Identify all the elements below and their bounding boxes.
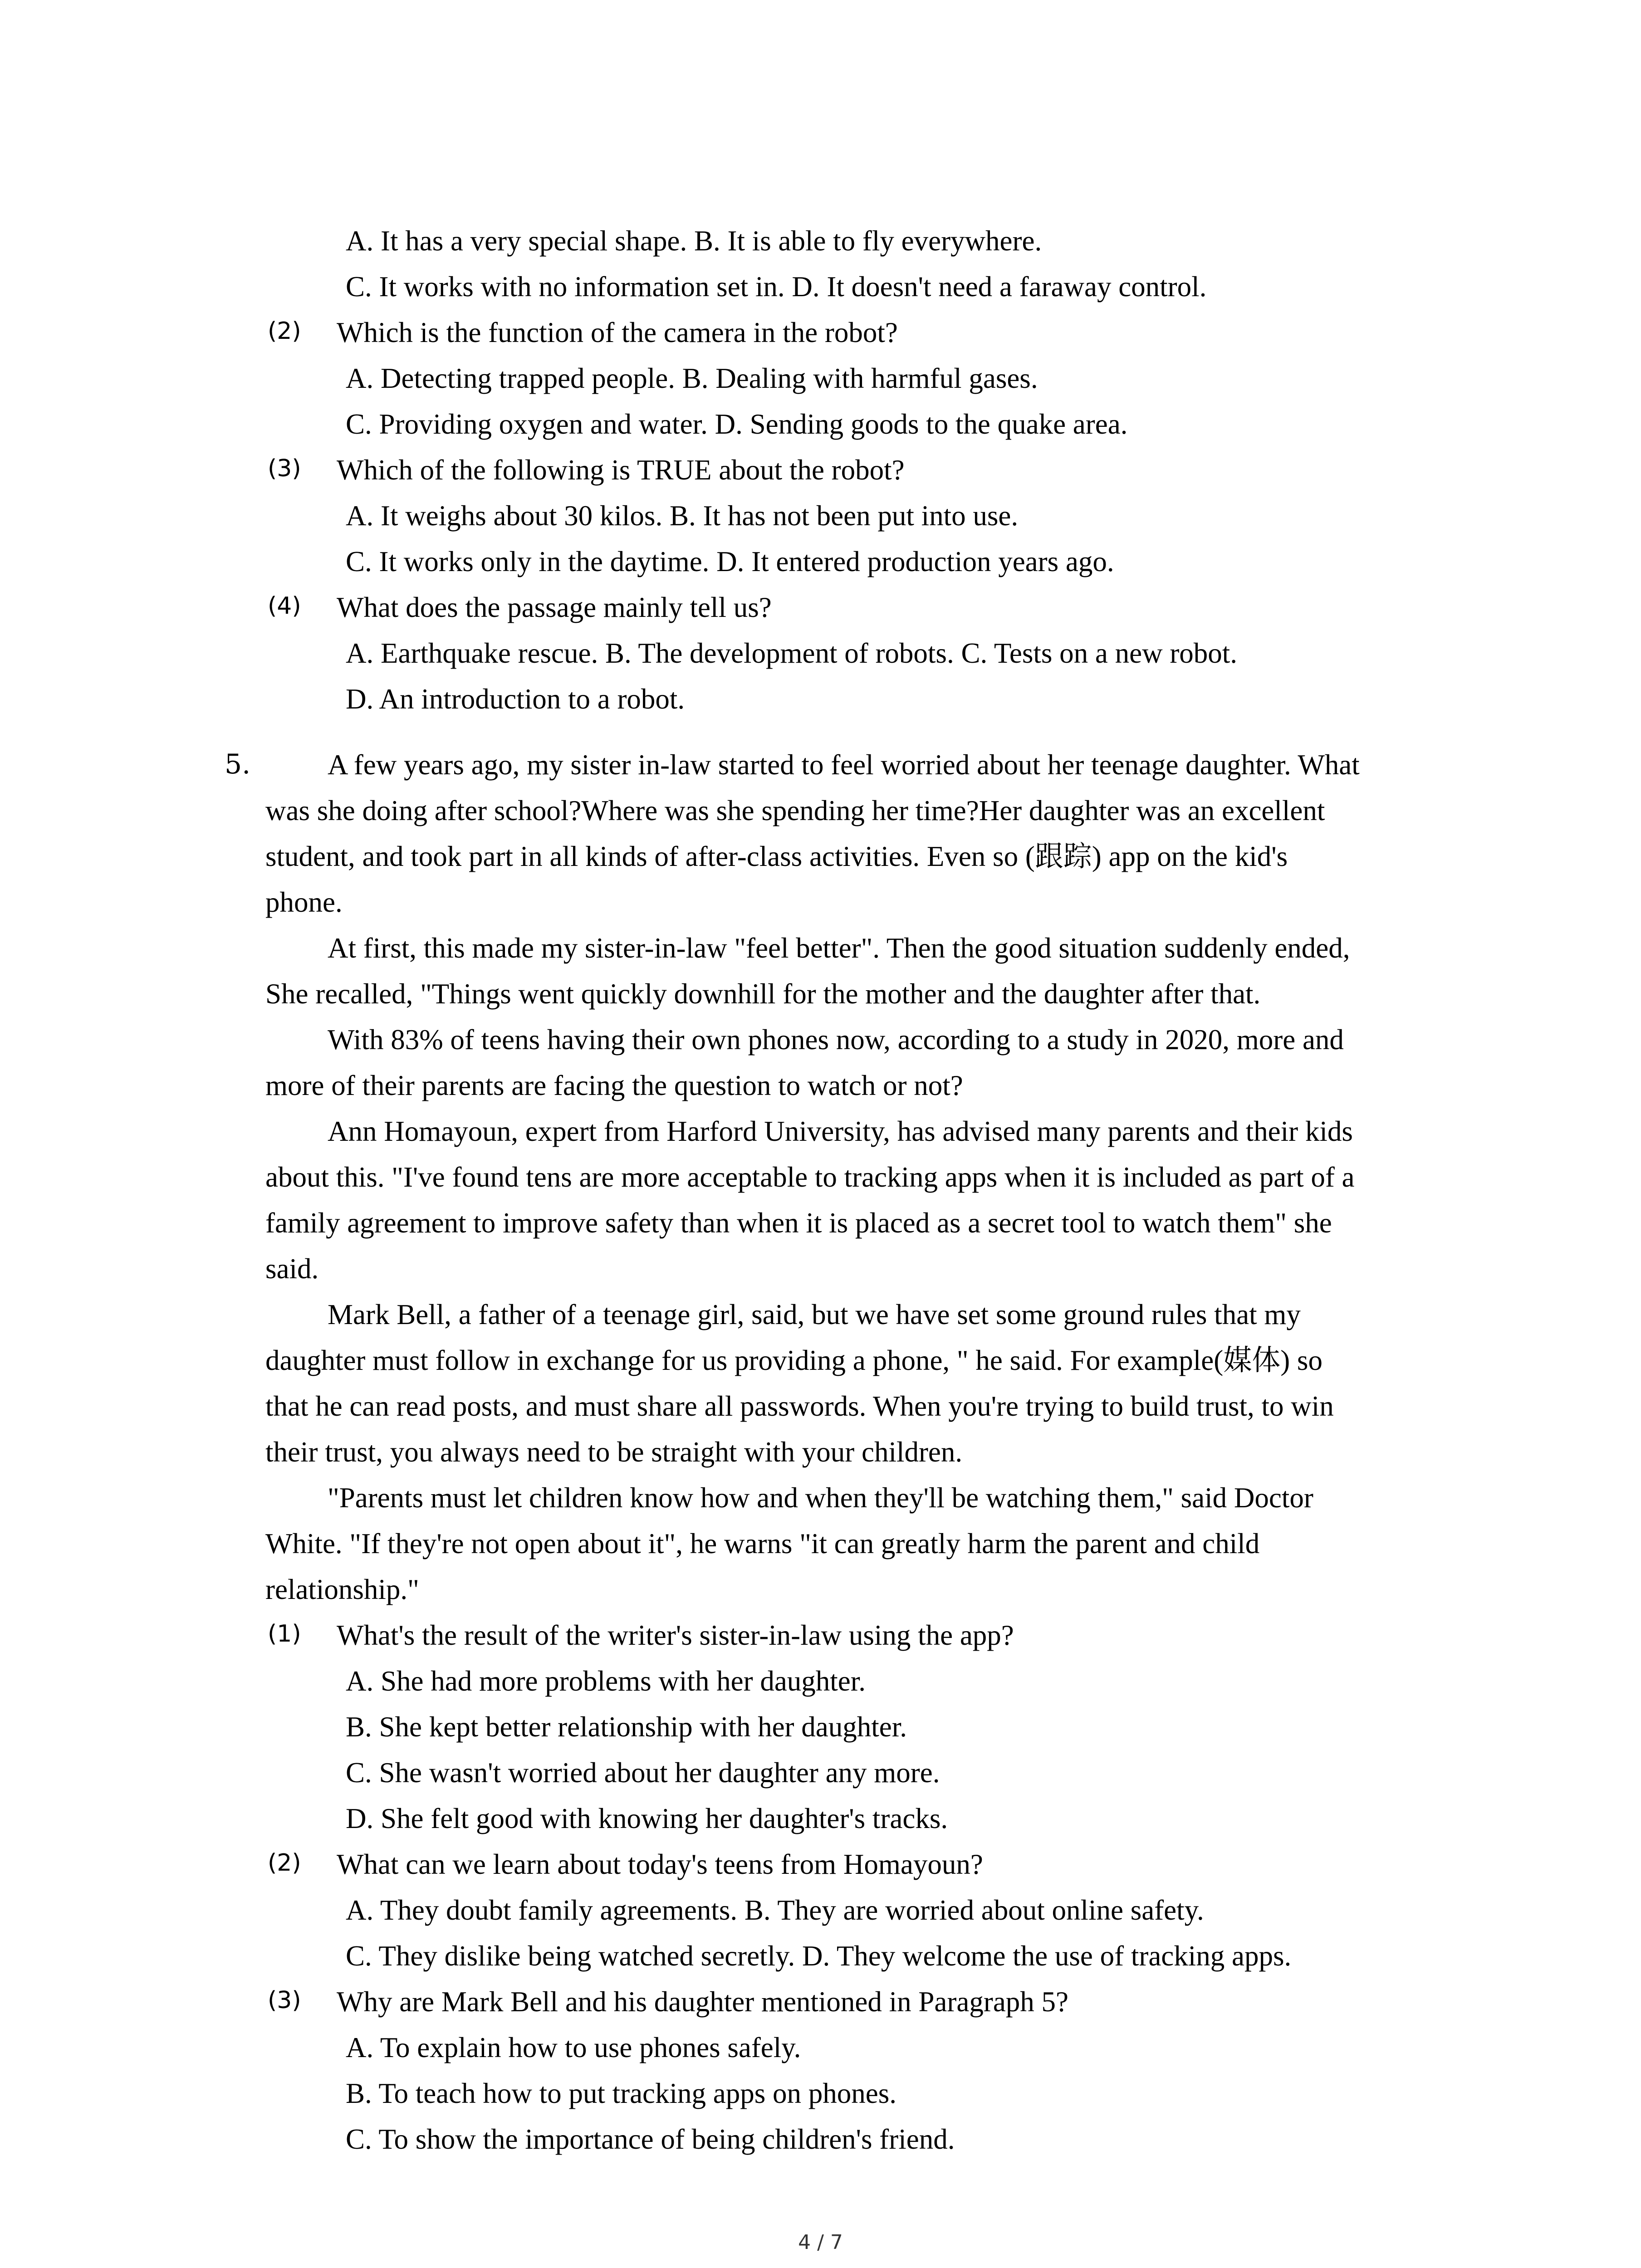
page-number: 4 / 7 [798,2231,843,2254]
prev-q4-option-line-2: D. An introduction to a robot. [346,683,685,715]
passage-line: about this. "I've found tens are more acceptable to tracking apps when it is included as part of a [265,1161,1355,1193]
passage-line: their trust, you always need to be straight with your children. [265,1436,963,1468]
q1-number: (1) [268,1620,301,1647]
passage-line: Ann Homayoun, expert from Harford University, has advised many parents and their kids [328,1115,1353,1147]
q1-text: What's the result of the writer's sister-in-law using the app? [337,1619,1014,1651]
q3-option-b: B. To teach how to put tracking apps on phones. [346,2077,896,2109]
q2-number: (2) [268,1849,301,1877]
prev-q4-number: (4) [268,592,301,620]
q2-option-line-1: A. They doubt family agreements. B. They are worried about online safety. [346,1894,1204,1926]
passage-line: At first, this made my sister-in-law "feel better". Then the good situation suddenly ended, [328,932,1350,964]
passage-line: student, and took part in all kinds of after-class activities. Even so (跟踪) app on the kid's [265,841,1288,872]
passage-line: relationship." [265,1574,419,1605]
passage-line: that he can read posts, and must share all passwords. When you're trying to build trust, to win [265,1390,1334,1422]
q1-option-a: A. She had more problems with her daughter. [346,1665,866,1697]
passage-line: Mark Bell, a father of a teenage girl, said, but we have set some ground rules that my [328,1299,1301,1330]
prev-q2-number: (2) [268,318,301,345]
q1-option-d: D. She felt good with knowing her daughter's tracks. [346,1803,948,1834]
q3-number: (3) [268,1987,301,2014]
passage-line: She recalled, "Things went quickly downhill for the mother and the daughter after that. [265,978,1261,1010]
prev-q2-option-line-2: C. Providing oxygen and water. D. Sending goods to the quake area. [346,408,1128,440]
q2-option-line-2: C. They dislike being watched secretly. D. They welcome the use of tracking apps. [346,1940,1292,1972]
prev-q3-text: Which of the following is TRUE about the robot? [337,454,905,486]
q1-option-b: B. She kept better relationship with her daughter. [346,1711,907,1743]
q3-option-c: C. To show the importance of being children's friend. [346,2123,955,2155]
passage-line: was she doing after school?Where was she spending her time?Her daughter was an excellent [265,795,1325,826]
prev-q3-number: (3) [268,455,301,482]
q2-text: What can we learn about today's teens from Homayoun? [337,1848,983,1880]
passage-5-number: 5. [225,748,251,780]
q3-text: Why are Mark Bell and his daughter mentioned in Paragraph 5? [337,1986,1068,2018]
passage-line: daughter must follow in exchange for us providing a phone, " he said. For example(媒体) so [265,1344,1323,1376]
prev-q2-text: Which is the function of the camera in the robot? [337,317,898,348]
passage-line: White. "If they're not open about it", he warns "it can greatly harm the parent and child [265,1528,1260,1559]
prev-q3-option-line-2: C. It works only in the daytime. D. It entered production years ago. [346,546,1114,577]
q1-option-c: C. She wasn't worried about her daughter any more. [346,1757,940,1789]
passage-line: said. [265,1253,319,1285]
passage-line: A few years ago, my sister in-law started to feel worried about her teenage daughter. What [328,749,1360,781]
prev-q3-option-line-1: A. It weighs about 30 kilos. B. It has not been put into use. [346,500,1019,532]
passage-line: phone. [265,886,343,918]
prev-q4-text: What does the passage mainly tell us? [337,591,772,623]
prev-q1-option-line-1: A. It has a very special shape. B. It is able to fly everywhere. [346,225,1042,257]
prev-q1-option-line-2: C. It works with no information set in. D. It doesn't need a faraway control. [346,271,1207,303]
prev-q4-option-line-1: A. Earthquake rescue. B. The development of robots. C. Tests on a new robot. [346,637,1238,669]
passage-line: more of their parents are facing the question to watch or not? [265,1070,963,1101]
passage-line: "Parents must let children know how and when they'll be watching them," said Doctor [328,1482,1313,1514]
prev-q2-option-line-1: A. Detecting trapped people. B. Dealing with harmful gases. [346,362,1038,394]
passage-line: family agreement to improve safety than when it is placed as a secret tool to watch them" she [265,1207,1332,1239]
passage-line: With 83% of teens having their own phones now, according to a study in 2020, more and [328,1024,1344,1056]
q3-option-a: A. To explain how to use phones safely. [346,2032,801,2063]
